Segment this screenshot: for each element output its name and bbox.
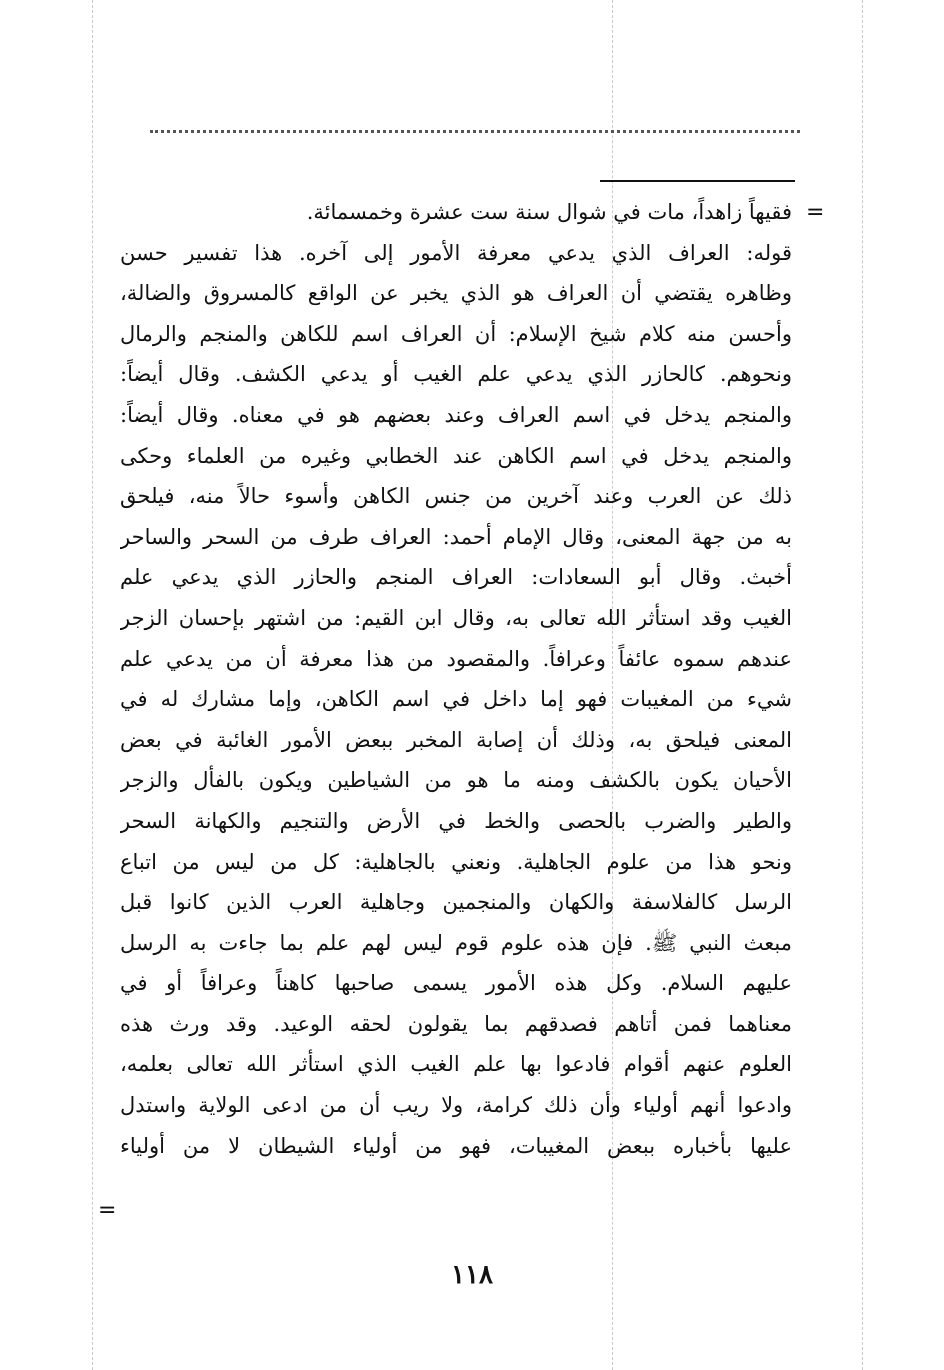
footnote-separator — [600, 180, 795, 182]
text-line: ذلك عن العرب وعند آخرين من جنس الكاهن وأسوء حالاً منه، فيلحق — [120, 484, 792, 509]
text-line: وأحسن منه كلام شيخ الإسلام: أن العراف اسم للكاهن والمنجم والرمال — [120, 321, 792, 346]
text-line: قوله: العراف الذي يدعي معرفة الأمور إلى آخره. هذا تفسير حسن — [120, 240, 792, 265]
text-line: الغيب وقد استأثر الله تعالى به، وقال ابن القيم: من اشتهر بإحسان الزجر — [120, 605, 792, 630]
page-number: ١١٨ — [451, 1260, 493, 1290]
dotted-separator — [150, 130, 800, 133]
footnote-text — [120, 192, 792, 1166]
continued-from-mark: = — [806, 200, 825, 225]
text-line: عندهم سموه عائفاً وعرافاً. والمقصود من هذا معرفة أن من يدعي علم — [120, 646, 792, 671]
text-line: أخبث. وقال أبو السعادات: العراف المنجم والحازر الذي يدعي علم — [120, 565, 792, 590]
text-line: ونحو هذا من علوم الجاهلية. ونعني بالجاهلية: كل من ليس من اتباع — [120, 849, 792, 874]
scan-guide-line — [862, 0, 863, 1370]
text-line: وظاهره يقتضي أن العراف هو الذي يخبر عن الواقع كالمسروق والضالة، — [120, 281, 792, 306]
text-line: فقيهاً زاهداً، مات في شوال سنة ست عشرة وخمسمائة. — [306, 200, 792, 224]
text-line: عليهم السلام. وكل هذه الأمور يسمى صاحبها كاهناً وعرافاً أو في — [120, 971, 792, 996]
text-line: والمنجم يدخل في اسم العراف وعند بعضهم هو في معناه. وقال أيضاً: — [120, 402, 792, 427]
text-line: العلوم عنهم أقوام فادعوا بها علم الغيب الذي استأثر الله تعالى بعلمه، — [120, 1052, 792, 1077]
text-line: والمنجم يدخل في اسم الكاهن عند الخطابي وغيره من العلماء وحكى — [120, 443, 792, 468]
text-line: به من جهة المعنى، وقال الإمام أحمد: العراف طرف من السحر والساحر — [120, 524, 792, 549]
text-line: وادعوا أنهم أولياء وأن ذلك كرامة، ولا ريب أن من ادعى الولاية واستدل — [120, 1093, 792, 1118]
text-line: الرسل كالفلاسفة والكهان والمنجمين وجاهلية العرب الذين كانوا قبل — [120, 890, 792, 915]
text-line: شيء من المغيبات فهو إما داخل في اسم الكاهن، وإما مشارك له في — [120, 687, 792, 712]
text-line: ونحوهم. كالحازر الذي يدعي علم الغيب أو يدعي الكشف. وقال أيضاً: — [120, 362, 792, 387]
text-line: مبعث النبي ﷺ. فإن هذه علوم قوم ليس لهم علم بما جاءت به الرسل — [120, 930, 792, 955]
text-line: الأحيان يكون بالكشف ومنه ما هو من الشياطين ويكون بالفأل والزجر — [120, 768, 792, 793]
text-line: والطير والضرب بالحصى والخط في الأرض والتنجيم والكهانة السحر — [120, 808, 792, 833]
text-line: المعنى فيلحق به، وذلك أن إصابة المخبر ببعض الأمور الغائبة في بعض — [120, 727, 792, 752]
scan-guide-line — [92, 0, 93, 1370]
continues-to-mark: = — [98, 1198, 117, 1223]
text-line: معناهما فمن أتاهم فصدقهم بما يقولون لحقه الوعيد. وقد ورث هذه — [120, 1011, 792, 1036]
text-line: عليها بأخباره ببعض المغيبات، فهو من أولياء الشيطان لا من أولياء — [120, 1133, 792, 1158]
